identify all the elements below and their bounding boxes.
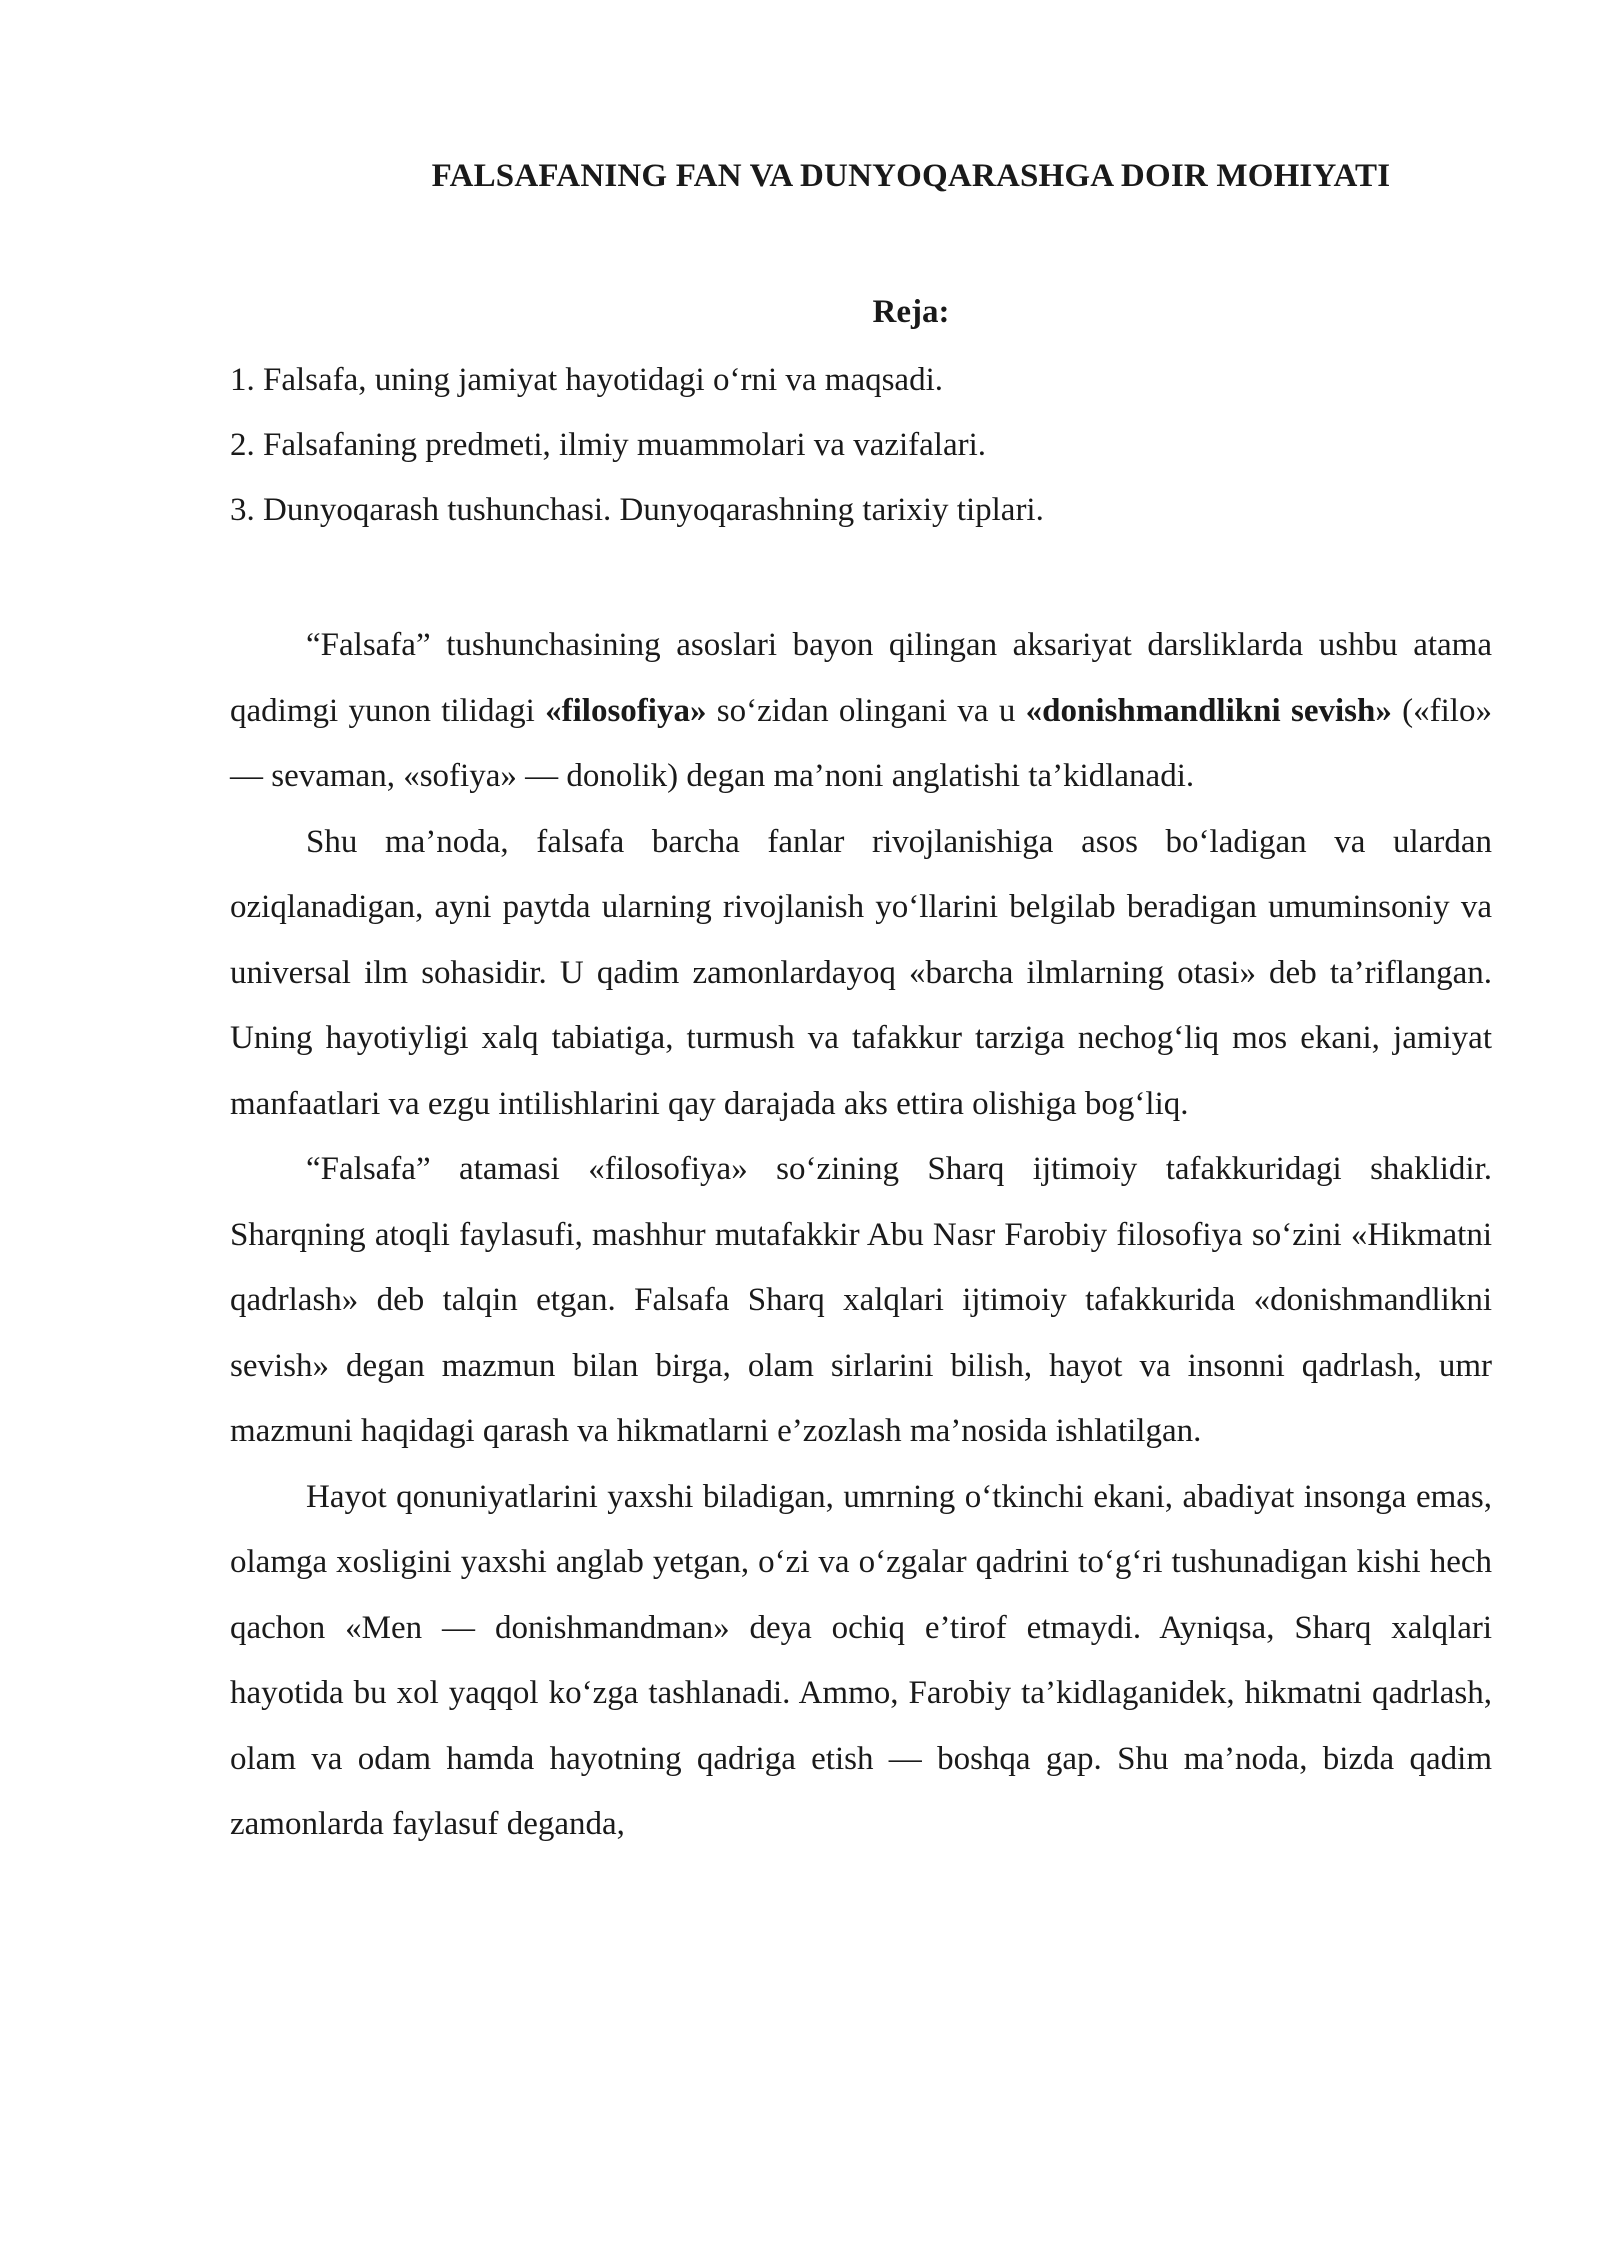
term-filosofiya: «filosofiya» bbox=[545, 692, 707, 729]
body-text bbox=[230, 613, 1492, 1858]
paragraph-1-text-a: “Falsafa” tushunchasining asoslari bayon qilingan aksariyat darsliklarda ushbu atama qadimgi yunon tilidagi bbox=[230, 627, 1492, 729]
plan-item-3: 3. Dunyoqarash tushunchasi. Dunyoqarashning tarixiy tiplari. bbox=[230, 492, 1044, 528]
paragraph-3: “Falsafa” atamasi «filosofiya» so‘zining Sharq ijtimoiy tafakkuridagi shaklidir. Sharqning atoqli faylasufi, mashhur mutafakkir Abu Nasr Farobiy filosofiya so‘zini «Hikmatni qadrlash» deb talqin etgan. Falsafa Sharq xalqlari ijtimoiy tafakkurida «donishmandlikni sevish» degan mazmun bilan birga, olam sirlarini bilish, hayot va insonni qadrlash, umr mazmuni haqidagi qarash va hikmatlarni e’zozlash ma’nosida ishlatilgan. bbox=[230, 1151, 1492, 1449]
paragraph-2: Shu ma’noda, falsafa barcha fanlar rivojlanishiga asos bo‘ladigan va ulardan oziqlanadigan, ayni paytda ularning rivojlanish yo‘llarini belgilab beradigan umuminsoniy va universal ilm sohasidir. U qadim zamonlardayoq «barcha ilmlarning otasi» deb ta’riflangan. Uning hayotiyligi xalq tabiatiga, turmush va tafakkur tarziga nechog‘liq mos ekani, jamiyat manfaatlari va ezgu intilishlarini qay darajada aks ettira olishiga bog‘liq. bbox=[230, 823, 1492, 1122]
plan-item-1: 1. Falsafa, uning jamiyat hayotidagi o‘rni va maqsadi. bbox=[230, 362, 943, 398]
document-page bbox=[230, 150, 1492, 1858]
paragraph-1 bbox=[230, 613, 1492, 810]
document-title: FALSAFANING FAN VA DUNYOQARASHGA DOIR MOHIYATI bbox=[431, 158, 1391, 194]
plan-item-2: 2. Falsafaning predmeti, ilmiy muammolari va vazifalari. bbox=[230, 427, 987, 463]
paragraph-4: Hayot qonuniyatlarini yaxshi biladigan, umrning o‘tkinchi ekani, abadiyat insonga emas, olamga xosligini yaxshi anglab yetgan, o‘zi va o‘zgalar qadrini to‘g‘ri tushunadigan kishi hech qachon «Men — donishmandman» deya ochiq e’tirof etmaydi. Ayniqsa, Sharq xalqlari hayotida bu xol yaqqol ko‘zga tashlanadi. Ammo, Farobiy ta’kidlaganidek, hikmatni qadrlash, olam va odam hamda hayotning qadriga etish — boshqa gap. Shu ma’noda, bizda qadim zamonlarda faylasuf deganda, bbox=[230, 1478, 1492, 1842]
plan-list bbox=[230, 348, 1492, 543]
paragraph-1-text-b: so‘zidan olingani va u bbox=[706, 692, 1026, 729]
paragraph-1-text-c: («filo» — sevaman, «sofiya» — donolik) degan ma’noni anglatishi ta’kidlanadi. bbox=[230, 692, 1492, 794]
term-donishmandlikni-sevish: «donishmandlikni sevish» bbox=[1025, 692, 1392, 729]
plan-heading: Reja: bbox=[872, 294, 950, 330]
